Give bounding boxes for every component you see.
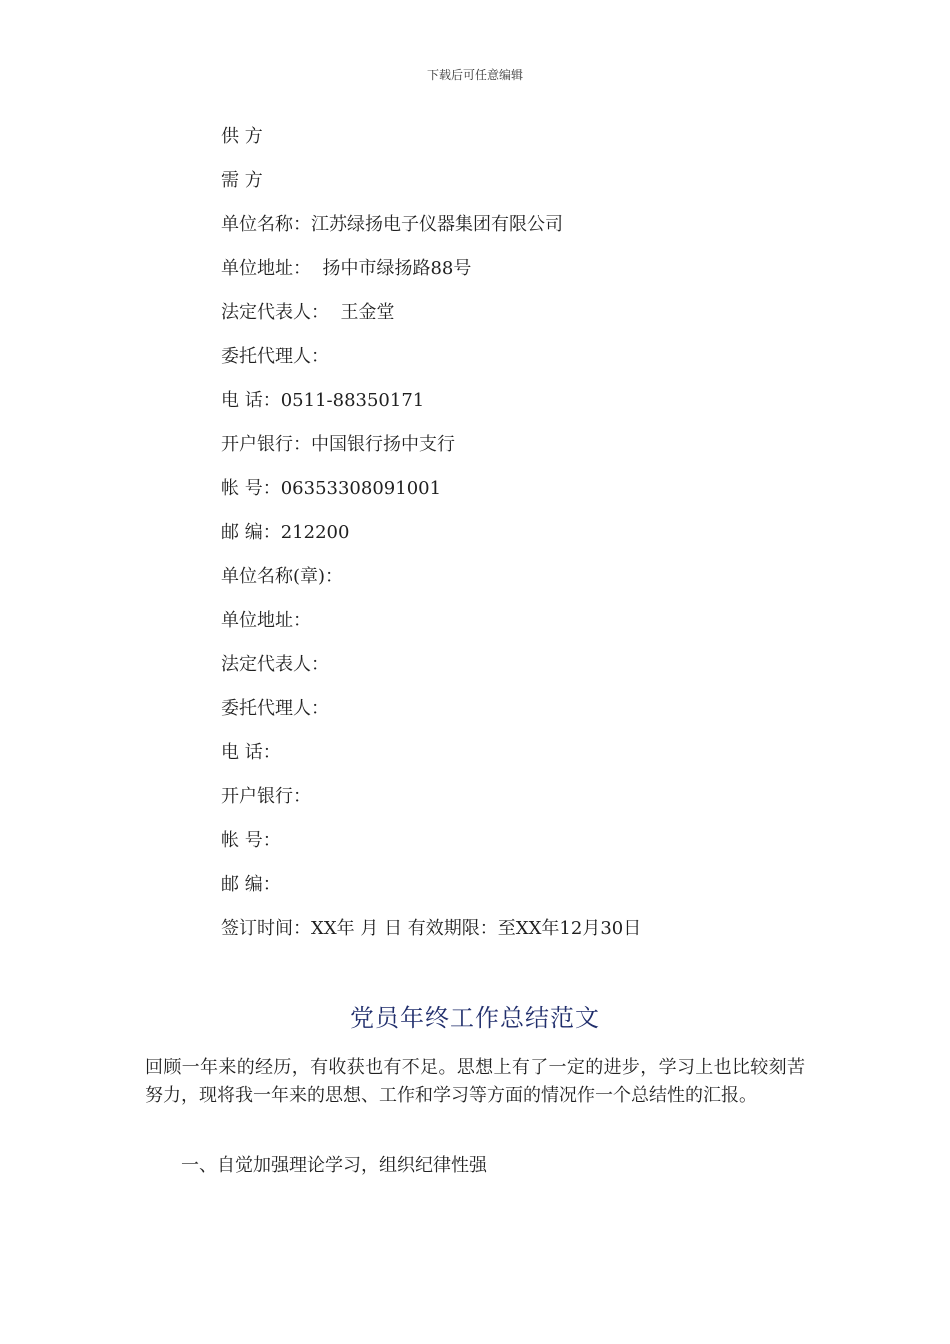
- article-title: 党员年终工作总结范文: [350, 1004, 600, 1032]
- buyer-legal-representative: 法定代表人：: [221, 654, 329, 675]
- supplier-bank: 开户银行：中国银行扬中支行: [221, 434, 455, 455]
- buyer-account: 帐 号：: [221, 830, 281, 851]
- supplier-legal-representative: 法定代表人： 王金堂: [221, 302, 395, 323]
- buyer-agent: 委托代理人：: [221, 698, 329, 719]
- buyer-phone: 电 话：: [221, 742, 281, 763]
- supplier-label: 供 方: [221, 126, 263, 147]
- buyer-label: 需 方: [221, 170, 263, 191]
- contract-info-block: [221, 122, 641, 958]
- supplier-unit-name: 单位名称：江苏绿扬电子仪器集团有限公司: [221, 214, 563, 235]
- article-intro-paragraph: 回顾一年来的经历，有收获也有不足。思想上有了一定的进步，学习上也比较刻苦努力，现将我一年来的思想、工作和学习等方面的情况作一个总结性的汇报。: [145, 1057, 805, 1106]
- supplier-phone: 电 话：0511-88350171: [221, 390, 425, 411]
- buyer-postcode: 邮 编：: [221, 874, 281, 895]
- supplier-unit-address: 单位地址： 扬中市绿扬路88号: [221, 258, 472, 279]
- page-header: 下载后可任意编辑: [426, 68, 523, 82]
- section-heading-1: 一、自觉加强理论学习，组织纪律性强: [181, 1155, 487, 1176]
- supplier-account: 帐 号：06353308091001: [221, 478, 442, 499]
- supplier-postcode: 邮 编：212200: [221, 522, 350, 543]
- buyer-unit-address: 单位地址：: [221, 610, 311, 631]
- supplier-agent: 委托代理人：: [221, 346, 329, 367]
- buyer-bank: 开户银行：: [221, 786, 311, 807]
- buyer-unit-name: 单位名称(章)：: [221, 566, 344, 587]
- signing-date-validity: 签订时间：XX年 月 日 有效期限：至XX年12月30日: [221, 918, 642, 939]
